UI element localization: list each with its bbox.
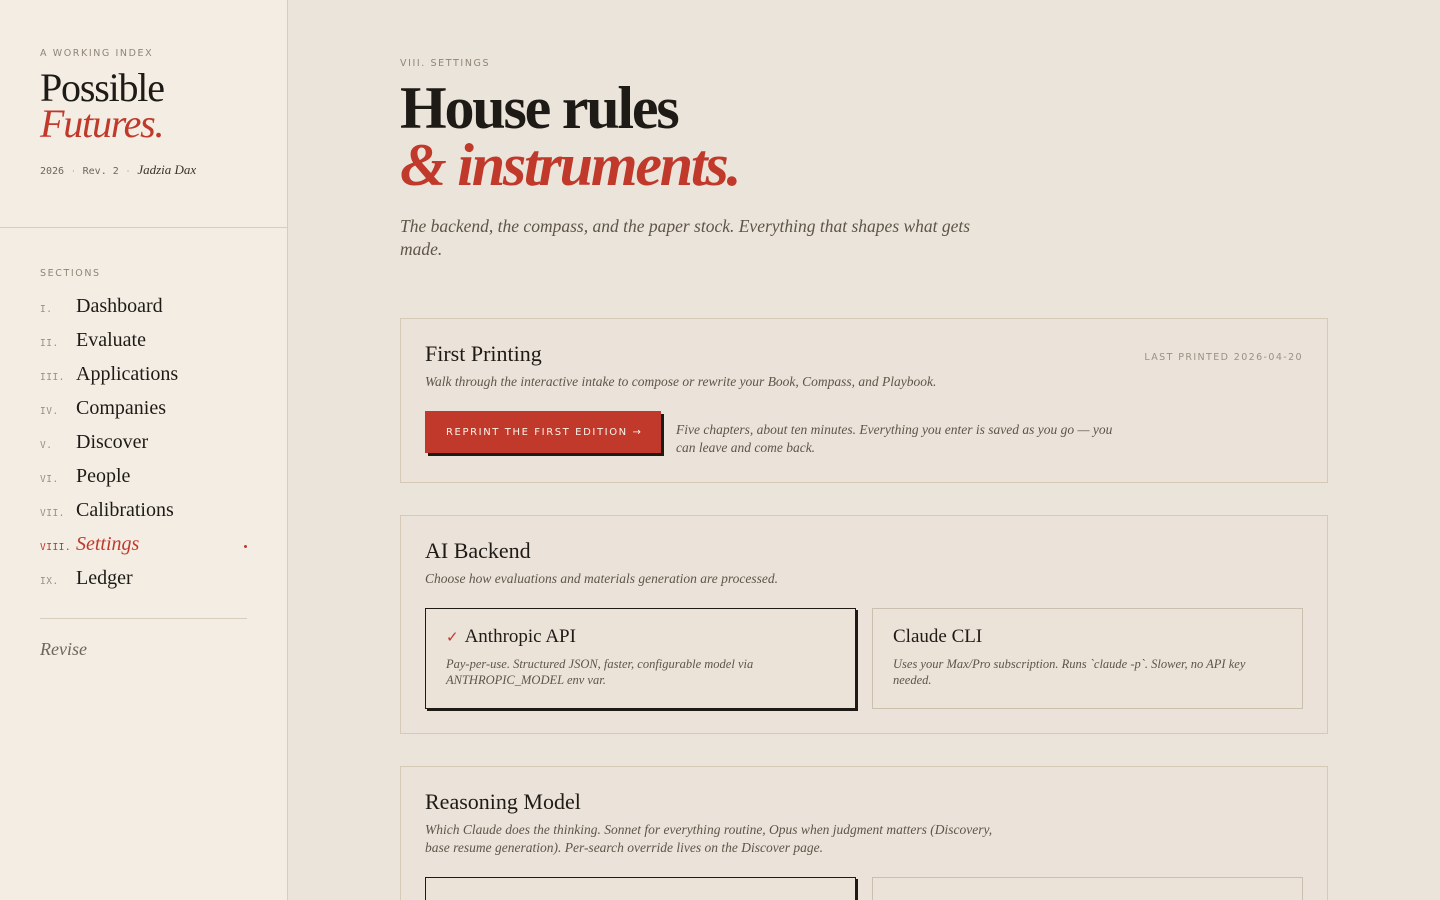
card-title: First Printing — [425, 341, 542, 366]
nav-number: II. — [40, 338, 59, 349]
nav-number: III. — [40, 372, 65, 383]
card-description: Which Claude does the thinking. Sonnet for everything routine, Opus when judgment matters (Discovery, base resume generation). Per-search override lives on the Discover page. — [425, 822, 993, 855]
nav-number: V. — [40, 440, 53, 451]
nav-number: VI. — [40, 474, 59, 485]
nav-label: Dashboard — [76, 295, 163, 317]
brand-year: 2026 — [40, 166, 65, 177]
first-printing-card — [400, 318, 1328, 483]
option-title — [446, 626, 835, 648]
nav-list — [40, 295, 247, 601]
brand-revision: Rev. 2 — [82, 166, 119, 177]
nav-label: Calibrations — [76, 499, 174, 521]
sidebar-item-settings[interactable] — [40, 533, 247, 567]
revise-link[interactable]: Revise — [40, 639, 87, 659]
nav-label: Evaluate — [76, 329, 146, 351]
brand-title: Possible — [40, 65, 164, 110]
nav-label: Applications — [76, 363, 179, 385]
nav-number: IV. — [40, 406, 59, 417]
sidebar-item-evaluate[interactable] — [40, 329, 247, 363]
card-title: AI Backend — [425, 538, 531, 563]
model-option-2[interactable] — [872, 877, 1303, 900]
model-option-1[interactable] — [425, 877, 856, 900]
card-description: Choose how evaluations and materials generation are processed. — [425, 571, 778, 586]
nav-number: I. — [40, 304, 53, 315]
backend-option-claude-cli[interactable] — [872, 608, 1303, 709]
card-title: Reasoning Model — [425, 789, 581, 814]
option-label: Anthropic API — [464, 626, 576, 647]
nav-number: VIII. — [40, 542, 72, 553]
sidebar-item-ledger[interactable] — [40, 567, 247, 601]
nav-label: Settings — [76, 533, 140, 555]
breadcrumb: VIII. SETTINGS — [400, 58, 491, 69]
card-description: Walk through the interactive intake to compose or rewrite your Book, Compass, and Playbook. — [425, 374, 937, 389]
option-label: Claude CLI — [893, 626, 983, 647]
nav-label: Ledger — [76, 567, 133, 589]
sections-label: SECTIONS — [40, 268, 101, 279]
checkmark-icon: ✓ — [446, 628, 459, 646]
brand-block — [0, 0, 287, 228]
page-title-line-1: House rules — [400, 75, 678, 141]
separator-dot: · — [72, 167, 75, 176]
brand-subtitle: Futures. — [40, 101, 164, 146]
option-description: Pay-per-use. Structured JSON, faster, configurable model via ANTHROPIC_MODEL env var. — [446, 657, 754, 687]
sidebar-item-calibrations[interactable] — [40, 499, 247, 533]
sidebar-item-applications[interactable] — [40, 363, 247, 397]
brand-author: Jadzia Dax — [137, 162, 197, 177]
main-content — [400, 0, 1328, 855]
nav-label: People — [76, 465, 131, 487]
sidebar-item-companies[interactable] — [40, 397, 247, 431]
sidebar-nav — [0, 228, 287, 660]
nav-label: Companies — [76, 397, 166, 419]
backend-option-anthropic-api[interactable] — [425, 608, 856, 709]
sidebar-item-discover[interactable] — [40, 431, 247, 465]
option-description: Uses your Max/Pro subscription. Runs `claude -p`. Slower, no API key needed. — [893, 657, 1246, 687]
separator-dot: · — [126, 167, 130, 176]
nav-number: VII. — [40, 508, 65, 519]
brand-eyebrow: A WORKING INDEX — [40, 48, 154, 59]
last-printed-stamp: LAST PRINTED 2026-04-20 — [1144, 352, 1303, 363]
nav-label: Discover — [76, 431, 149, 453]
page-lede: The backend, the compass, and the paper stock. Everything that shapes what gets made. — [400, 216, 971, 259]
nav-divider — [40, 618, 247, 619]
reprint-note: Five chapters, about ten minutes. Everything you enter is saved as you go — you can leave and come back. — [676, 422, 1113, 455]
sidebar — [0, 0, 288, 900]
sidebar-item-dashboard[interactable] — [40, 295, 247, 329]
page-title — [400, 75, 1328, 198]
page-title-line-2: & instruments. — [400, 132, 740, 198]
option-title — [893, 626, 1282, 648]
active-indicator-dot — [244, 545, 247, 548]
reasoning-model-card — [400, 766, 1328, 900]
brand-meta — [40, 162, 247, 178]
reprint-first-edition-button[interactable]: REPRINT THE FIRST EDITION → — [425, 411, 661, 453]
nav-number: IX. — [40, 576, 59, 587]
sidebar-item-people[interactable] — [40, 465, 247, 499]
ai-backend-card — [400, 515, 1328, 734]
